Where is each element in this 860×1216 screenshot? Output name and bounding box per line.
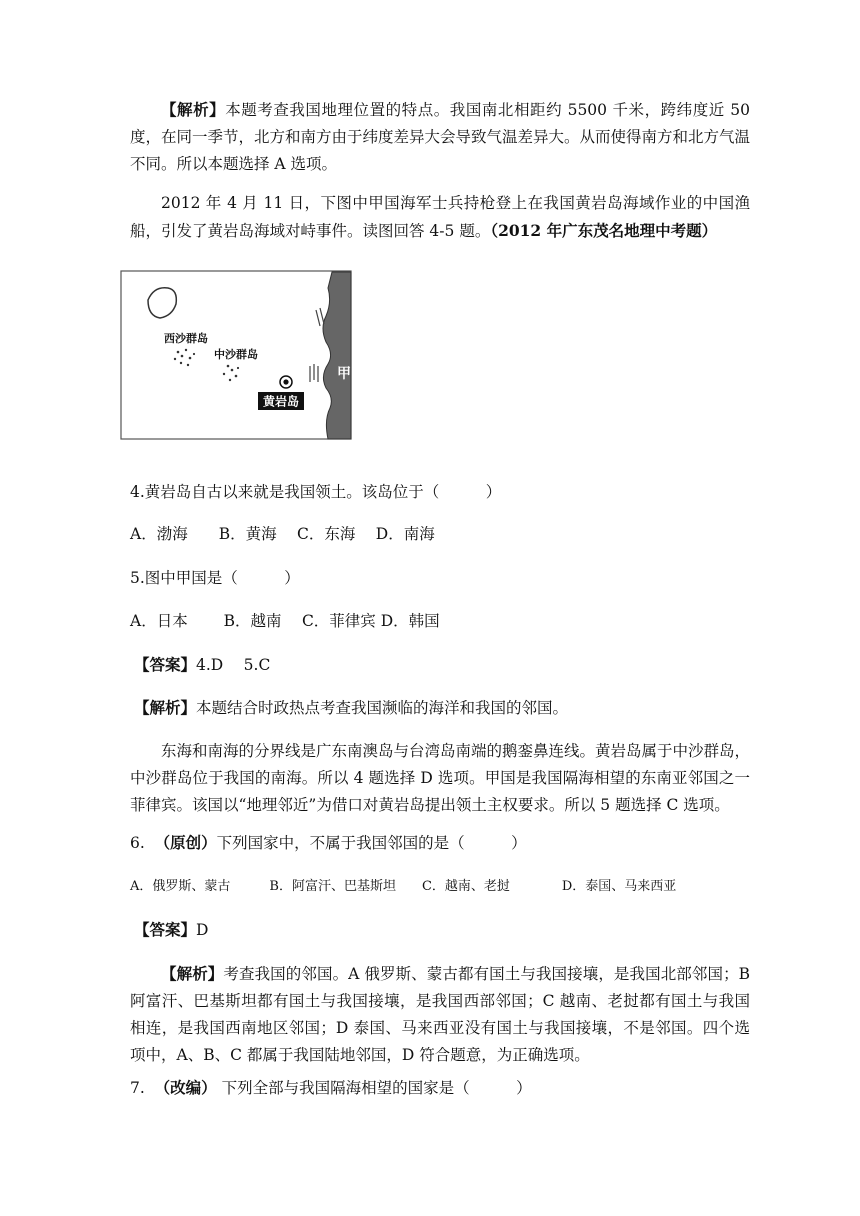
question-7-stem [130,1077,532,1099]
answer-text: 4.D 5.C [196,656,271,674]
question-6-options: A．俄罗斯、蒙古 B．阿富汗、巴基斯坦 C．越南、老挝 D．泰国、马来西亚 [130,879,677,894]
answer-6 [134,919,208,941]
question-intro-paragraph [130,190,750,245]
question-text: 下列国家中，不属于我国邻国的是（ ） [216,834,527,852]
huangyan-island-map [120,270,352,440]
question-source-tag: （原创） [154,833,217,852]
analysis-paragraph-1 [130,96,750,178]
jia-label: 甲 [337,366,351,382]
analysis-tag: 【解析】 [134,698,197,717]
question-4-stem: 4.黄岩岛自古以来就是我国领土。该岛位于（ ） [130,483,502,501]
question-number: 6. [130,834,145,852]
huangyan-marker-icon [280,376,292,388]
answer-4-5 [134,654,270,676]
huangyan-label: 黄岩岛 [262,394,300,409]
question-number: 7. [130,1079,145,1097]
xisha-label: 西沙群岛 [164,332,208,345]
analysis-text: 本题考查我国地理位置的特点。我国南北相距约 5500 千米，跨纬度近 50 度，在同一季节，北方和南方由于纬度差异大会导致气温差异大。从而使得南方和北方气温不同。所以本题选择 A 选项。 [130,101,751,173]
intro-text: 2012 年 4 月 11 日，下图中甲国海军士兵持枪登上在我国黄岩岛海域作业的中国渔船，引发了黄岩岛海域对峙事件。读图回答 4-5 题。 [130,194,750,240]
analysis-6 [130,960,750,1069]
question-5-stem: 5.图中甲国是（ ） [130,569,300,587]
answer-tag: 【答案】 [134,920,197,939]
analysis-text: 考查我国的邻国。A 俄罗斯、蒙古都有国土与我国接壤，是我国北部邻国；B 阿富汗、巴基斯坦都有国土与我国接壤，是我国西部邻国；C 越南、老挝都有国土与我国相连，是我国西南地区邻国；D 泰国、马来西亚没有国土与我国接壤，不是邻国。四个选项中，A、B、C 都属于我国陆地邻国，D 符合题意，为正确选项。 [130,965,750,1064]
question-6-stem [130,832,527,854]
question-4-options: A．渤海 B．黄海 C．东海 D．南海 [130,525,435,543]
question-source-tag: （改编） [154,1078,217,1097]
answer-tag: 【答案】 [134,655,197,674]
question-5-options: A．日本 B．越南 C．菲律宾 D．韩国 [130,612,440,630]
analysis-4-5-detail: 东海和南海的分界线是广东南澳岛与台湾岛南端的鹅銮鼻连线。黄岩岛属于中沙群岛，中沙群岛位于我国的南海。所以 4 题选择 D 选项。甲国是我国隔海相望的东南亚邻国之一菲律宾。该国以“地理邻近”为借口对黄岩岛提出领土主权要求。所以 5 题选择 C 选项。 [130,742,751,814]
question-text: 下列全部与我国隔海相望的国家是（ ） [221,1079,532,1097]
analysis-tag: 【解析】 [161,100,226,119]
analysis-4-5-summary [134,697,568,719]
exam-source: （2012 年广东茂名地理中考题） [490,221,718,240]
map-figure [120,270,352,440]
analysis-tag: 【解析】 [161,964,224,983]
answer-text: D [196,921,209,939]
zhongsha-label: 中沙群岛 [214,348,258,361]
analysis-text: 本题结合时政热点考查我国濒临的海洋和我国的邻国。 [196,699,569,717]
